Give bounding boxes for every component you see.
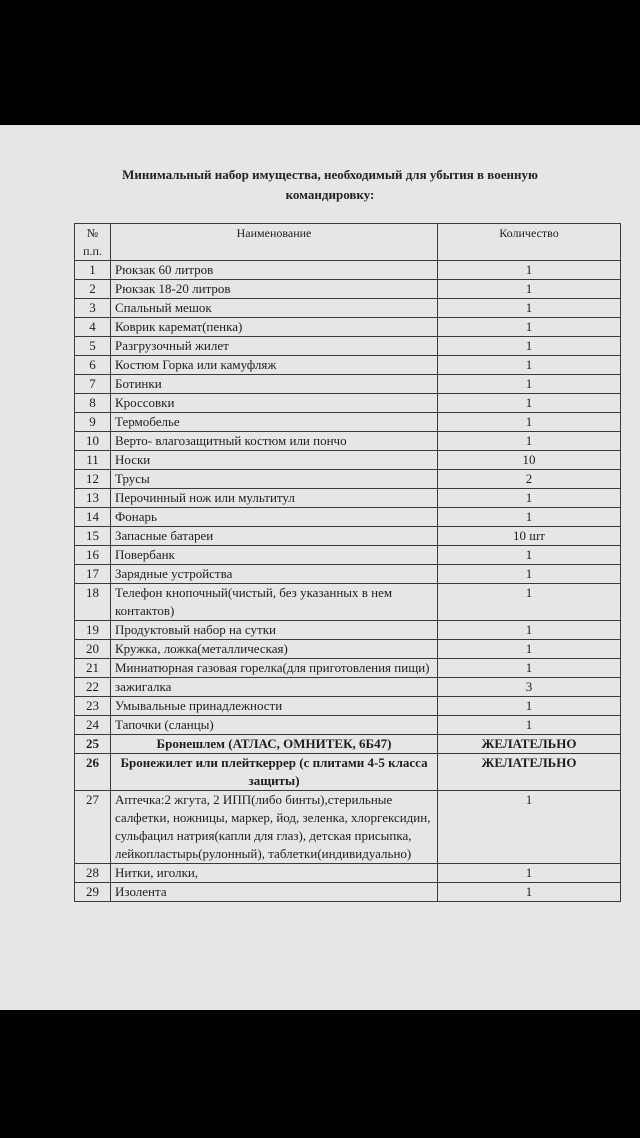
row-quantity: 1 (438, 318, 621, 337)
row-number: 4 (75, 318, 111, 337)
row-name: Запасные батареи (111, 527, 438, 546)
table-header-row (75, 224, 621, 261)
row-quantity: 1 (438, 546, 621, 565)
row-quantity: 10 (438, 451, 621, 470)
row-name: Бронешлем (АТЛАС, ОМНИТЕК, 6Б47) (111, 735, 438, 754)
table-row (75, 678, 621, 697)
header-name: Наименование (111, 224, 438, 261)
row-quantity: 1 (438, 280, 621, 299)
row-number: 22 (75, 678, 111, 697)
row-quantity: 1 (438, 716, 621, 735)
table-row (75, 864, 621, 883)
row-quantity: 1 (438, 261, 621, 280)
row-number: 9 (75, 413, 111, 432)
row-quantity: 1 (438, 621, 621, 640)
table-body (75, 261, 621, 902)
table-row (75, 318, 621, 337)
table-row (75, 356, 621, 375)
table-row (75, 659, 621, 678)
row-quantity: 1 (438, 356, 621, 375)
row-number: 29 (75, 883, 111, 902)
row-name: Зарядные устройства (111, 565, 438, 584)
items-table (74, 223, 621, 902)
table-row (75, 546, 621, 565)
row-number: 24 (75, 716, 111, 735)
row-quantity: 3 (438, 678, 621, 697)
table-row (75, 508, 621, 527)
row-quantity: ЖЕЛАТЕЛЬНО (438, 735, 621, 754)
table-row (75, 754, 621, 791)
table-row (75, 337, 621, 356)
row-number: 14 (75, 508, 111, 527)
row-quantity: 1 (438, 883, 621, 902)
row-name: Фонарь (111, 508, 438, 527)
row-name: Миниатюрная газовая горелка(для приготовления пищи) (111, 659, 438, 678)
row-name: Носки (111, 451, 438, 470)
table-row (75, 394, 621, 413)
table-row (75, 584, 621, 621)
table-row (75, 565, 621, 584)
row-number: 12 (75, 470, 111, 489)
row-number: 3 (75, 299, 111, 318)
row-name: Разгрузочный жилет (111, 337, 438, 356)
table-row (75, 261, 621, 280)
row-name: Изолента (111, 883, 438, 902)
row-quantity: 1 (438, 659, 621, 678)
row-name: Костюм Горка или камуфляж (111, 356, 438, 375)
row-number: 27 (75, 791, 111, 864)
row-quantity: 1 (438, 864, 621, 883)
table-row (75, 883, 621, 902)
table-row (75, 489, 621, 508)
row-name: Кружка, ложка(металлическая) (111, 640, 438, 659)
row-quantity: 1 (438, 299, 621, 318)
row-name: Кроссовки (111, 394, 438, 413)
row-number: 19 (75, 621, 111, 640)
row-name: Перочинный нож или мультитул (111, 489, 438, 508)
header-num: № п.п. (75, 224, 111, 261)
row-quantity: 1 (438, 489, 621, 508)
table-row (75, 697, 621, 716)
table-row (75, 716, 621, 735)
row-name: зажигалка (111, 678, 438, 697)
row-name: Спальный мешок (111, 299, 438, 318)
row-name: Умывальные принадлежности (111, 697, 438, 716)
row-quantity: 1 (438, 508, 621, 527)
row-number: 26 (75, 754, 111, 791)
row-quantity: 2 (438, 470, 621, 489)
row-name: Нитки, иголки, (111, 864, 438, 883)
table-row (75, 640, 621, 659)
row-number: 25 (75, 735, 111, 754)
row-quantity: 1 (438, 413, 621, 432)
row-number: 16 (75, 546, 111, 565)
row-name: Верто- влагозащитный костюм или пончо (111, 432, 438, 451)
row-name: Аптечка:2 жгута, 2 ИПП(либо бинты),стерильные салфетки, ножницы, маркер, йод, зеленка, хлоргексидин, сульфацил натрия(капли для глаз), детская присыпка, лейкопластырь(рулонный), таблетки(индивидуально) (111, 791, 438, 864)
table-row (75, 791, 621, 864)
table-row (75, 280, 621, 299)
row-number: 18 (75, 584, 111, 621)
row-name: Термобелье (111, 413, 438, 432)
table-row (75, 470, 621, 489)
row-number: 11 (75, 451, 111, 470)
table-row (75, 621, 621, 640)
document-title (60, 165, 600, 205)
row-number: 2 (75, 280, 111, 299)
row-name: Рюкзак 60 литров (111, 261, 438, 280)
row-name: Ботинки (111, 375, 438, 394)
row-name: Телефон кнопочный(чистый, без указанных в нем контактов) (111, 584, 438, 621)
row-quantity: ЖЕЛАТЕЛЬНО (438, 754, 621, 791)
row-number: 15 (75, 527, 111, 546)
row-number: 23 (75, 697, 111, 716)
row-number: 28 (75, 864, 111, 883)
row-name: Тапочки (сланцы) (111, 716, 438, 735)
title-line-1: Минимальный набор имущества, необходимый для убытия в военную (122, 167, 538, 182)
row-name: Рюкзак 18-20 литров (111, 280, 438, 299)
row-quantity: 1 (438, 584, 621, 621)
row-number: 20 (75, 640, 111, 659)
row-number: 6 (75, 356, 111, 375)
table-row (75, 299, 621, 318)
row-number: 8 (75, 394, 111, 413)
row-quantity: 1 (438, 337, 621, 356)
row-quantity: 1 (438, 791, 621, 864)
row-quantity: 1 (438, 640, 621, 659)
row-number: 5 (75, 337, 111, 356)
table-row (75, 527, 621, 546)
row-name: Трусы (111, 470, 438, 489)
table-row (75, 432, 621, 451)
row-number: 7 (75, 375, 111, 394)
row-quantity: 1 (438, 432, 621, 451)
row-quantity: 1 (438, 697, 621, 716)
table-row (75, 375, 621, 394)
document-page (0, 125, 640, 1010)
row-name: Повербанк (111, 546, 438, 565)
row-name: Коврик каремат(пенка) (111, 318, 438, 337)
table-row (75, 451, 621, 470)
row-number: 10 (75, 432, 111, 451)
row-number: 13 (75, 489, 111, 508)
row-name: Бронежилет или плейткеррер (с плитами 4-5 класса защиты) (111, 754, 438, 791)
table-row (75, 735, 621, 754)
row-quantity: 1 (438, 394, 621, 413)
row-quantity: 1 (438, 565, 621, 584)
row-number: 21 (75, 659, 111, 678)
table-row (75, 413, 621, 432)
row-number: 17 (75, 565, 111, 584)
row-number: 1 (75, 261, 111, 280)
row-quantity: 10 шт (438, 527, 621, 546)
header-qty: Количество (438, 224, 621, 261)
row-name: Продуктовый набор на сутки (111, 621, 438, 640)
row-quantity: 1 (438, 375, 621, 394)
title-line-2: командировку: (285, 187, 375, 202)
